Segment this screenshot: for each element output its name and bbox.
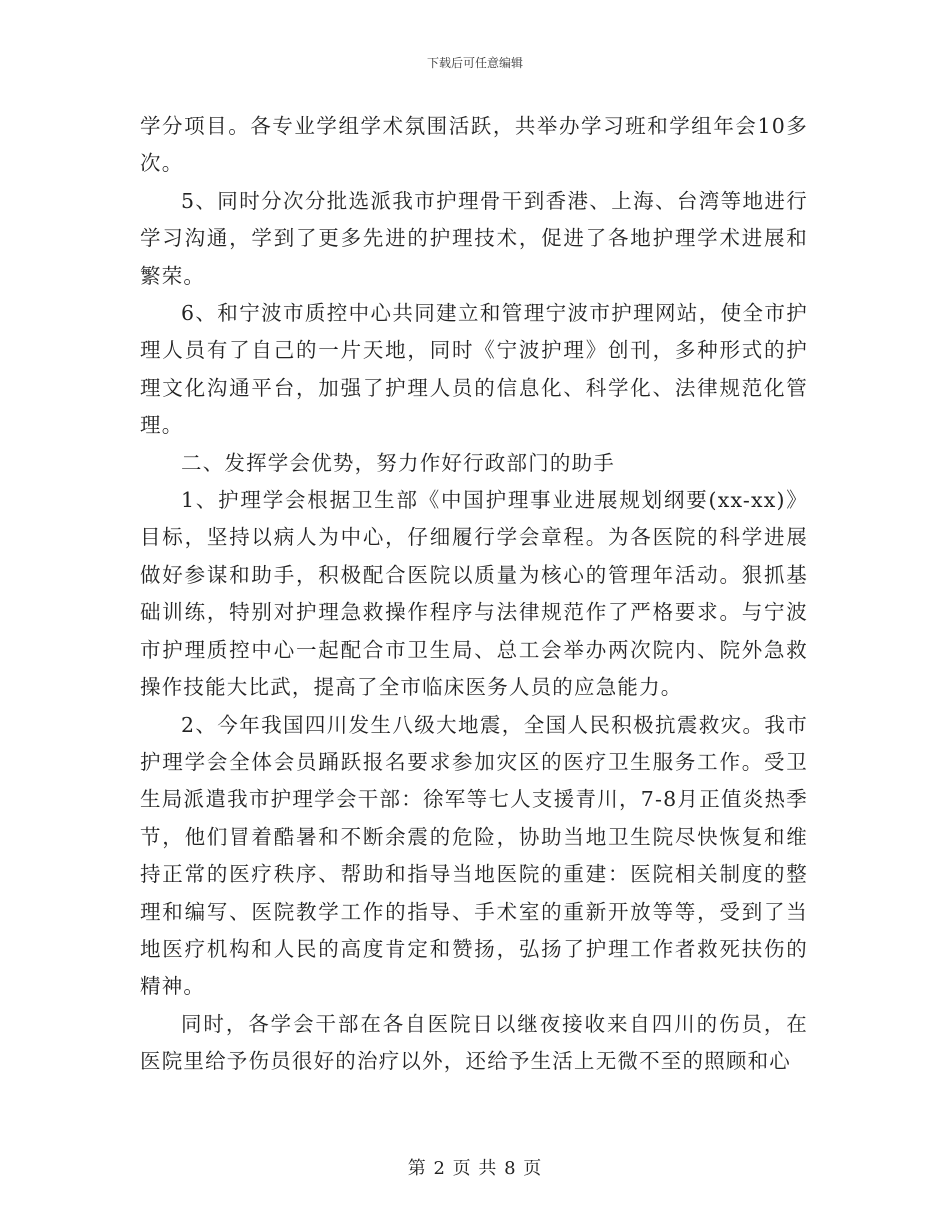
paragraph-2: 5、同时分次分批选派我市护理骨干到香港、上海、台湾等地进行学习沟通，学到了更多先进的护理技术，促进了各地护理学术进展和繁荣。 xyxy=(140,188,808,288)
page-header: 下载后可任意编辑 xyxy=(426,56,523,70)
paragraph-1: 学分项目。各专业学组学术氛围活跃，共举办学习班和学组年会10多次。 xyxy=(140,114,808,176)
paragraph-6: 同时，各学会干部在各自医院日以继夜接收来自四川的伤员，在医院里给予伤员很好的治疗以外，还给予生活上无微不至的照顾和心 xyxy=(140,1011,808,1074)
page-footer: 第 2 页 共 8 页 xyxy=(407,1158,543,1179)
document-body xyxy=(140,108,808,1081)
paragraph-3: 6、和宁波市质控中心共同建立和管理宁波市护理网站，使全市护理人员有了自己的一片天地，同时《宁波护理》创刊，多种形式的护理文化沟通平台，加强了护理人员的信息化、科学化、法律规范化管理。 xyxy=(140,301,808,438)
section-heading: 二、发挥学会优势，努力作好行政部门的助手 xyxy=(181,450,615,475)
paragraph-4: 1、护理学会根据卫生部《中国护理事业进展规划纲要(xx-xx)》目标，坚持以病人为中心，仔细履行学会章程。为各医院的科学进展做好参谋和助手，积极配合医院以质量为核心的管理年活动。狠抓基础训练，特别对护理急救操作程序与法律规范作了严格要求。与宁波市护理质控中心一起配合市卫生局、总工会举办两次院内、院外急救操作技能大比武，提高了全市临床医务人员的应急能力。 xyxy=(140,488,808,700)
paragraph-5: 2、今年我国四川发生八级大地震，全国人民积极抗震救灾。我市护理学会全体会员踊跃报名要求参加灾区的医疗卫生服务工作。受卫生局派遣我市护理学会干部：徐军等七人支援青川，7-8月正值炎热季节，他们冒着酷暑和不断余震的危险，协助当地卫生院尽快恢复和维持正常的医疗秩序、帮助和指导当地医院的重建：医院相关制度的整理和编写、医院教学工作的指导、手术室的重新开放等等，受到了当地医疗机构和人民的高度肯定和赞扬，弘扬了护理工作者救死扶伤的精神。 xyxy=(140,712,808,999)
